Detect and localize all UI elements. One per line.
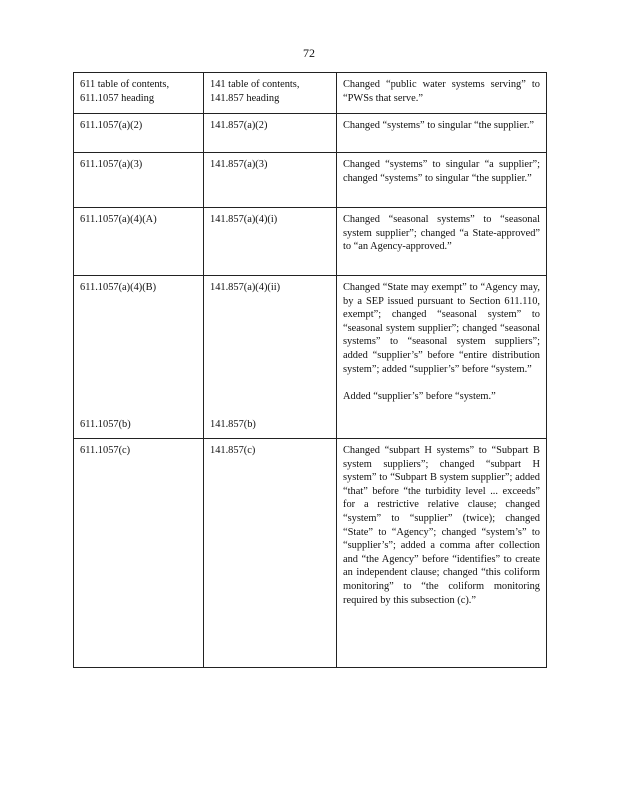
cell-line: 611 table of contents, (80, 79, 170, 90)
illinois-section-cell (74, 276, 204, 439)
change-description-cell (337, 276, 547, 439)
illinois-section-cell: 611.1057(a)(4)(A) (74, 208, 204, 276)
comparison-table (73, 72, 547, 668)
federal-section-cell (204, 73, 337, 114)
federal-section-cell: 141.857(a)(3) (204, 153, 337, 208)
illinois-section-cell: 611.1057(a)(2) (74, 114, 204, 153)
illinois-section-cell: 611.1057(a)(3) (74, 153, 204, 208)
change-description-cell: Changed “seasonal systems” to “seasonal system supplier”; changed “a State-approved” to “an Agency-approved.” (337, 208, 547, 276)
page-number: 72 (303, 46, 315, 60)
change-description-cell: Changed “systems” to singular “the supplier.” (337, 114, 547, 153)
cell-line: 611.1057(a)(4)(B) (80, 282, 157, 293)
table-row (74, 439, 547, 668)
sub-entry-label: 611.1057(b) (80, 419, 131, 431)
cell-line: 141 table of contents, (210, 79, 300, 90)
federal-section-cell: 141.857(c) (204, 439, 337, 668)
table-row (74, 276, 547, 439)
change-description-text: Changed “State may exempt” to “Agency may, by a SEP issued pursuant to Section 611.110, exempt”; changed “seasonal system” to “seasonal system supplier”; changed “seasonal systems” to “seasonal system suppliers”; added “supplier’s” before “entire distribution system”; added “supplier’s” before “system.” (343, 282, 540, 375)
federal-section-cell (204, 276, 337, 439)
change-description-cell: Changed “subpart H systems” to “Subpart B system suppliers”; changed “subpart H system” to “Subpart B system supplier”; added “that” before “the turbidity level ... exceeds” for a restrictive relative clause; changed “system” to “supplier” (twice); changed “State” to “Agency”; changed “system’s” to “supplier’s”; added a comma after collection and “the Agency” before “identifies” to create an independent clause; changed “this coliform monitoring” to “the coliform monitoring required by this subsection (c).” (337, 439, 547, 668)
table-row (74, 114, 547, 153)
federal-section-cell: 141.857(a)(2) (204, 114, 337, 153)
illinois-section-cell: 611.1057(c) (74, 439, 204, 668)
sub-entry-description: Added “supplier’s” before “system.” (343, 391, 496, 403)
illinois-section-cell (74, 73, 204, 114)
sub-entry-label: 141.857(b) (210, 419, 256, 431)
table-row (74, 153, 547, 208)
table-row (74, 73, 547, 114)
change-description-cell: Changed “public water systems serving” to “PWSs that serve.” (337, 73, 547, 114)
cell-line: 141.857 heading (210, 92, 280, 104)
table-row (74, 208, 547, 276)
federal-section-cell: 141.857(a)(4)(i) (204, 208, 337, 276)
change-description-cell: Changed “systems” to singular “a supplier”; changed “systems” to singular “the supplier.” (337, 153, 547, 208)
cell-line: 611.1057 heading (80, 92, 155, 104)
cell-line: 141.857(a)(4)(ii) (210, 282, 281, 293)
